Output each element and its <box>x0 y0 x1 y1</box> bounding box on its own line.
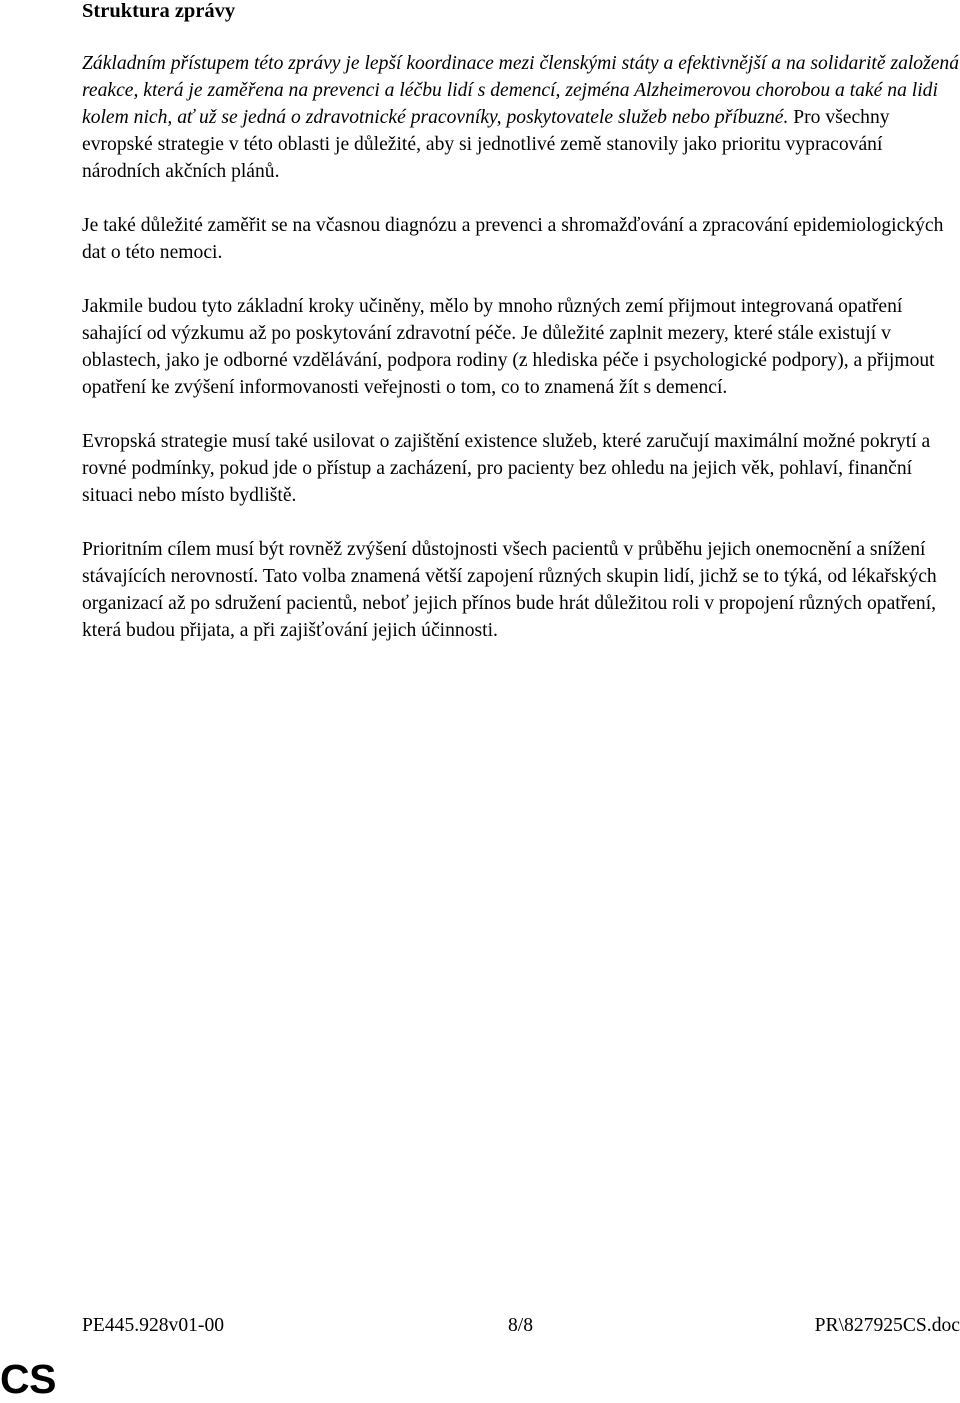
paragraph-3: Jakmile budou tyto základní kroky učiněny, mělo by mnoho různých zemí přijmout integrovaná opatření sahající od výzkumu až po poskytování zdravotní péče. Je důležité zaplnit mezery, které stále existují v oblastech, jako je odborné vzdělávání, podpora rodiny (z hlediska péče i psychologické podpory), a přijmout opatření ke zvýšení informovanosti veřejnosti o tom, co to znamená žít s demencí. <box>82 296 935 398</box>
footer-file-reference: PR\827925CS.doc <box>814 1315 960 1336</box>
paragraph-5: Prioritním cílem musí být rovněž zvýšení důstojnosti všech pacientů v průběhu jejich onemocnění a snížení stávajících nerovností. Tato volba znamená větší zapojení různých skupin lidí, jichž se to týká, od lékařských organizací až po sdružení pacientů, neboť jejich přínos bude hrát důležitou roli v propojení různých opatření, která budou přijata, a při zajišťování jejich účinnosti. <box>82 539 937 641</box>
document-body <box>82 50 960 671</box>
paragraph-1 <box>82 50 960 185</box>
footer-document-reference: PE445.928v01-00 <box>82 1315 225 1336</box>
paragraph-4: Evropská strategie musí také usilovat o zajištění existence služeb, které zaručují maximální možné pokrytí a rovné podmínky, pokud jde o přístup a zacházení, pro pacienty bez ohledu na jejich věk, pohlaví, finanční situaci nebo místo bydliště. <box>82 431 931 506</box>
page-footer <box>82 1312 960 1340</box>
section-heading: Struktura zprávy <box>82 0 236 22</box>
paragraph-1-italic-text: Základním přístupem této zprávy je lepší koordinace mezi členskými státy a efektivnější a na solidaritě založená reakce, která je zaměřena na prevenci a léčbu lidí s demencí, zejména Alzheimerovou chorobou a také na lidi kolem nich, ať už se jedná o zdravotnické pracovníky, poskytovatele služeb nebo příbuzné. <box>82 53 960 128</box>
paragraph-1-normal-text: Pro všechny evropské strategie v této oblasti je důležité, aby si jednotlivé země stanovily jako prioritu vypracování národních akčních plánů. <box>82 107 890 182</box>
footer-page-number: 8/8 <box>508 1315 534 1336</box>
paragraph-2: Je také důležité zaměřit se na včasnou diagnózu a prevenci a shromažďování a zpracování epidemiologických dat o této nemoci. <box>82 215 944 263</box>
language-code: CS <box>0 1356 56 1402</box>
